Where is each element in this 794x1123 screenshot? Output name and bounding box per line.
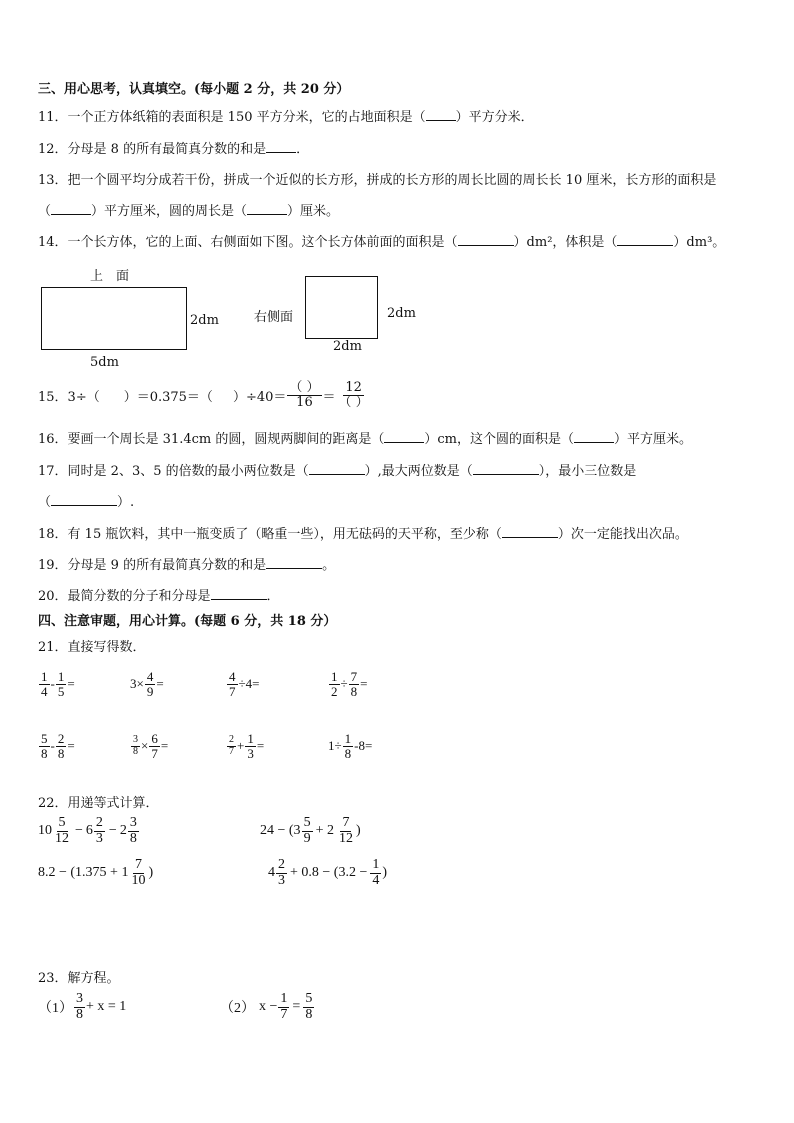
answer-blank[interactable] xyxy=(458,233,514,246)
q21-item: $\frac{3}{8}$ × $\frac{6}{7}$ = xyxy=(133,731,169,761)
q21-item: $\frac{2}{7}$ + $\frac{1}{3}$ = xyxy=(229,731,265,761)
q13-line2: （ ）平方厘米，圆的周长是（ ）厘米。 xyxy=(38,204,340,219)
section3-heading: 三、用心思考，认真填空。(每小题 2 分，共 20 分） xyxy=(38,82,350,97)
q22-expr2: 24 − (3 $\frac{5}{9}$ + 2 $\frac{7}{12}$ ) xyxy=(260,815,361,846)
answer-blank[interactable] xyxy=(502,525,558,538)
answer-blank[interactable] xyxy=(617,233,673,246)
q22-expr1: 10 $\frac{5}{12}$ − 6 $\frac{2}{3}$ − 2 $\frac{3}{8}$ xyxy=(38,815,137,846)
q22-expr3: 8.2 − (1.375 + 1 $\frac{7}{10}$ ) xyxy=(38,857,154,888)
top-face-rect xyxy=(41,287,187,350)
answer-blank[interactable] xyxy=(426,108,456,121)
q23-eq2: （2） x − $\frac{1}{7}$ = $\frac{5}{8}$ xyxy=(220,991,313,1022)
top-face-label: 上 面 xyxy=(90,269,130,284)
answer-blank[interactable] xyxy=(384,430,424,443)
q20: 20．最简分数的分子和分母是 ． xyxy=(38,589,280,604)
section4-heading: 四、注意审题，用心计算。(每题 6 分，共 18 分） xyxy=(38,614,337,629)
q17-line1: 17．同时是 2、3、5 的倍数的最小两位数是（ ）,最大两位数是（ ），最小三位数是 xyxy=(38,464,637,479)
q15: 15．3÷（ ）＝0.375＝（ ）÷40＝ $\frac{( )}{16}$ ＝ $\frac{12}{( )}$ xyxy=(38,380,369,410)
side-face-height: 2dm xyxy=(387,306,416,321)
q14: 14．一个长方体，它的上面、右侧面如下图。这个长方体前面的面积是（ ）dm²，体积是（ ）dm³。 xyxy=(38,235,726,250)
side-face-rect xyxy=(305,276,378,339)
q11: 11．一个正方体纸箱的表面积是 150 平方分米，它的占地面积是（ ）平方分米． xyxy=(38,110,534,125)
answer-blank[interactable] xyxy=(247,202,287,215)
q21-item: $\frac{1}{2}$ ÷ $\frac{7}{8}$ = xyxy=(331,669,368,699)
q21-item: 1÷ $\frac{1}{8}$ -8= xyxy=(328,731,373,761)
q16: 16．要画一个周长是 31.4cm 的圆，圆规两脚间的距离是（ ）cm，这个圆的面积是（ ）平方厘米。 xyxy=(38,432,692,447)
q17-line2: （ ）. xyxy=(38,495,135,510)
q19: 19．分母是 9 的所有最简真分数的和是 。 xyxy=(38,558,336,573)
q21-item: $\frac{1}{4}$ - $\frac{1}{5}$ = xyxy=(41,669,75,699)
answer-blank[interactable] xyxy=(309,462,365,475)
top-face-height: 2dm xyxy=(190,313,219,328)
q23-eq1: （1） $\frac{3}{8}$ + x = 1 xyxy=(38,991,127,1022)
q21-title: 21．直接写得数． xyxy=(38,640,146,655)
answer-blank[interactable] xyxy=(51,202,91,215)
q21-item: $\frac{5}{8}$ - $\frac{2}{8}$ = xyxy=(41,731,75,761)
answer-blank[interactable] xyxy=(211,587,267,600)
answer-blank[interactable] xyxy=(51,493,117,506)
q21-item: 3× $\frac{4}{9}$ = xyxy=(130,669,164,699)
answer-blank[interactable] xyxy=(266,140,296,153)
top-face-width: 5dm xyxy=(90,355,119,370)
q18: 18．有 15 瓶饮料，其中一瓶变质了（略重一些），用无砝码的天平称，至少称（ ）次一定能找出次品。 xyxy=(38,527,688,542)
side-face-width: 2dm xyxy=(333,339,362,354)
q21-item: $\frac{4}{7}$ ÷4= xyxy=(229,669,260,699)
q22-title: 22．用递等式计算． xyxy=(38,796,159,811)
answer-blank[interactable] xyxy=(473,462,539,475)
answer-blank[interactable] xyxy=(574,430,614,443)
side-face-label: 右侧面 xyxy=(254,310,294,325)
q12: 12．分母是 8 的所有最简真分数的和是 ． xyxy=(38,142,310,157)
q13-line1: 13．把一个圆平均分成若干份，拼成一个近似的长方形，拼成的长方形的周长比圆的周长长 10 厘米，长方形的面积是 xyxy=(38,173,717,188)
answer-blank[interactable] xyxy=(266,556,322,569)
q23-title: 23．解方程。 xyxy=(38,971,120,986)
q22-expr4: 4 $\frac{2}{3}$ + 0.8 − (3.2 − $\frac{1}{4}$ ) xyxy=(268,857,388,888)
